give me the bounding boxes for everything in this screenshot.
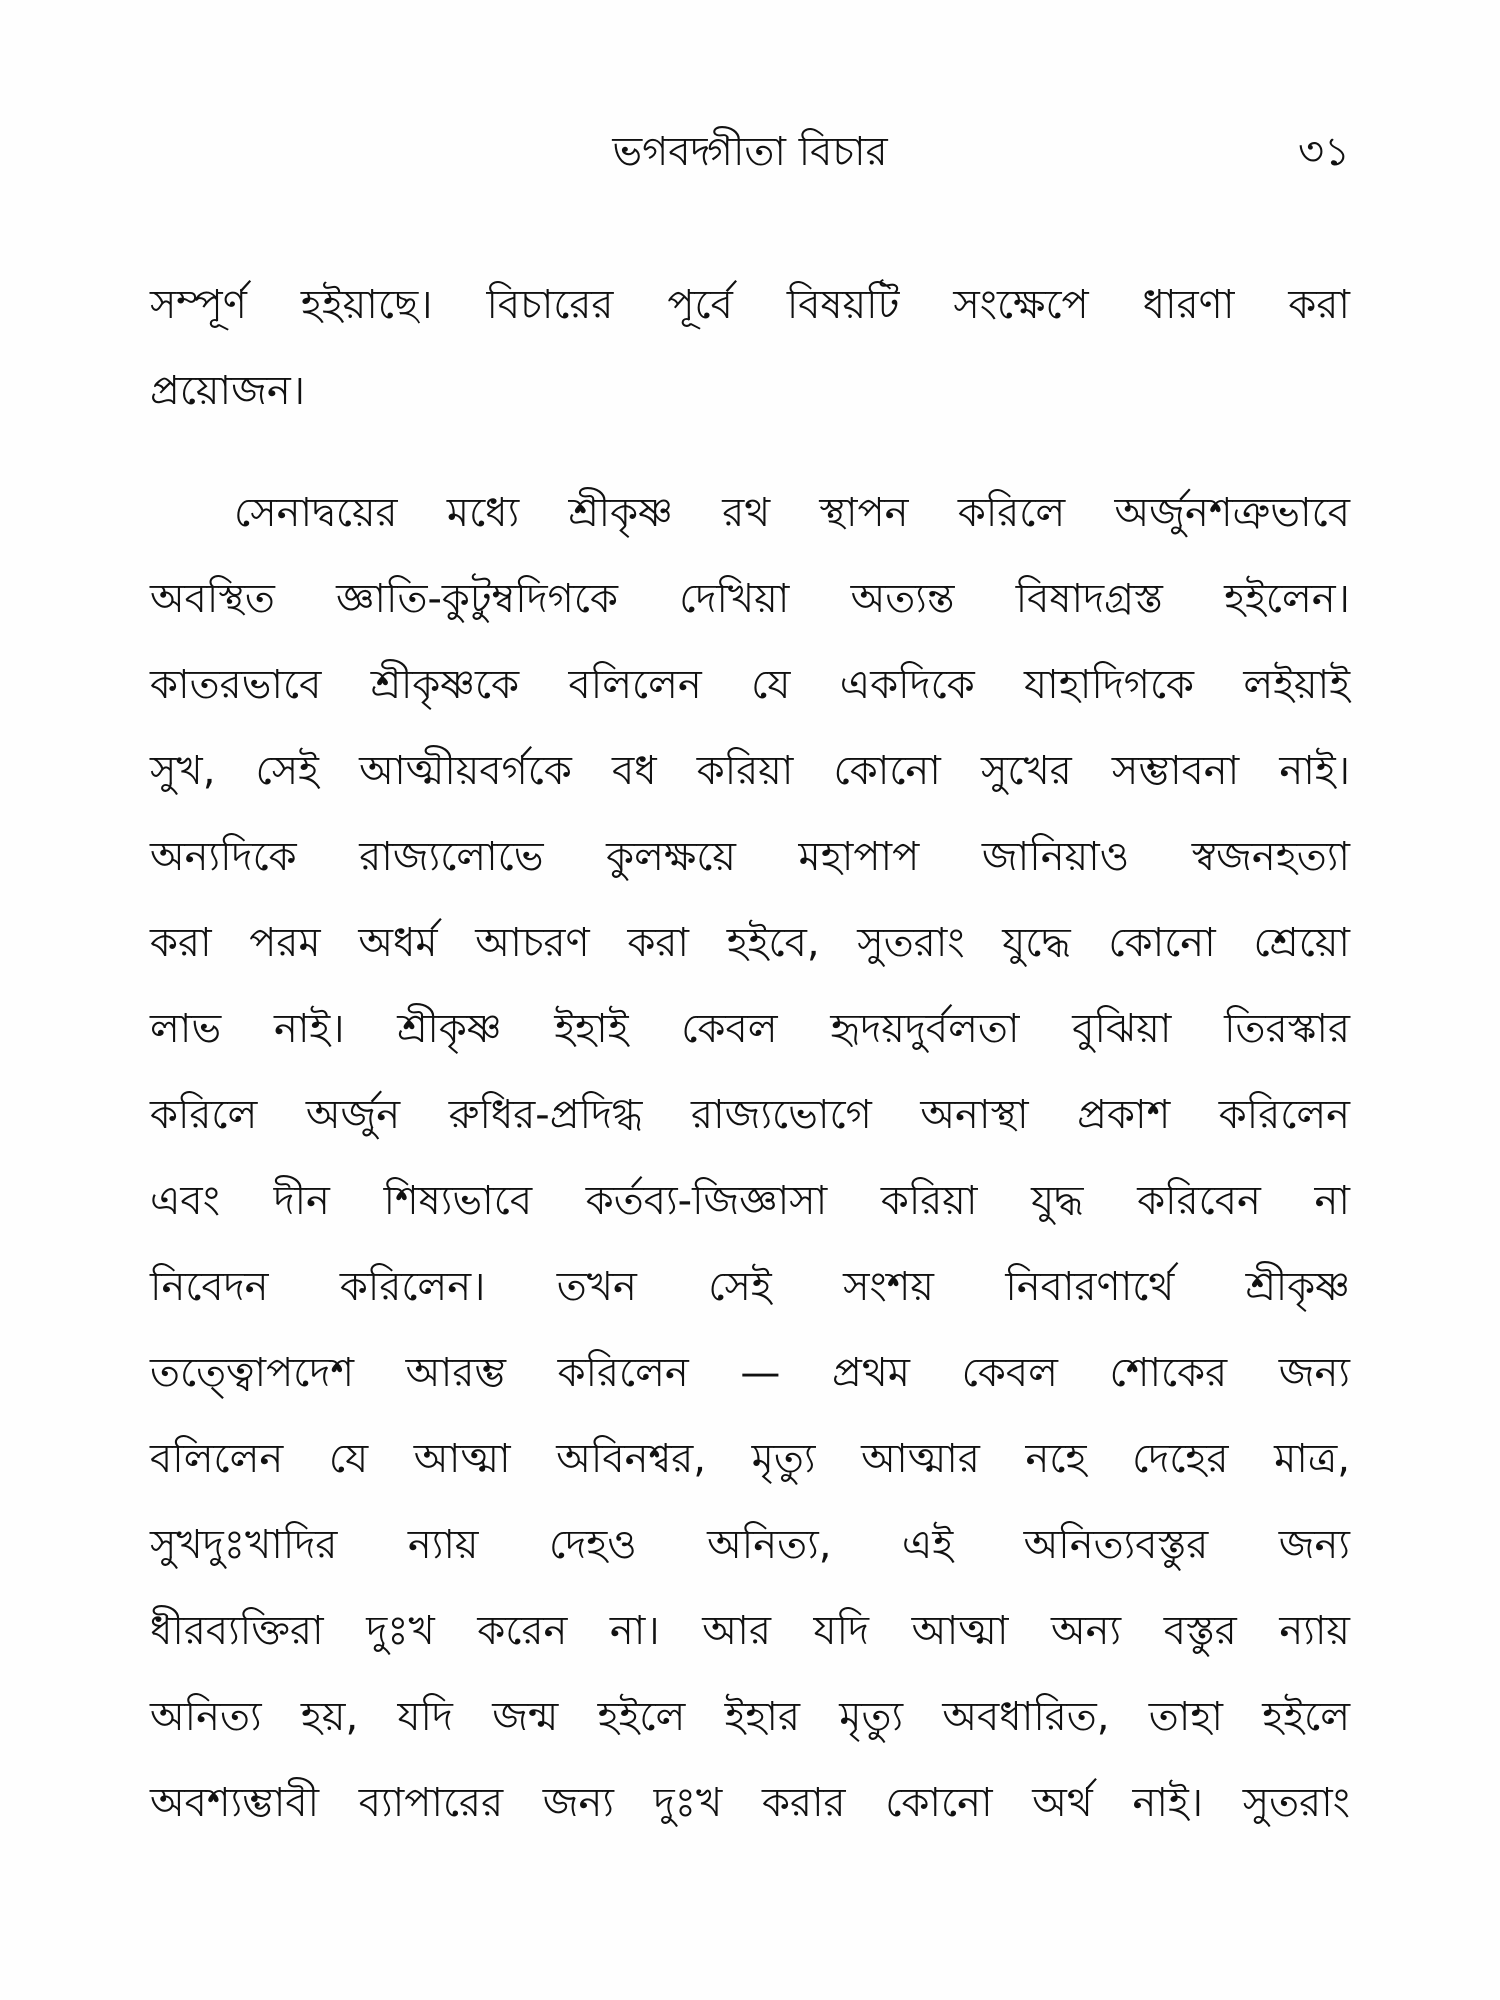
text-line: লাভ নাই। শ্রীকৃষ্ণ ইহাই কেবল হৃদয়দুর্বলতা বুঝিয়া তিরস্কার bbox=[150, 1006, 1350, 1052]
text-line: সেনাদ্বয়ের মধ্যে শ্রীকৃষ্ণ রথ স্থাপন করিলে অর্জুনশত্রুভাবে bbox=[234, 490, 1350, 536]
text-line: অনিত্য হয়, যদি জন্ম হইলে ইহার মৃত্যু অবধারিত, তাহা হইলে bbox=[150, 1694, 1350, 1740]
text-line: কাতরভাবে শ্রীকৃষ্ণকে বলিলেন যে একদিকে যাহাদিগকে লইয়াই bbox=[150, 662, 1350, 708]
text-line: সুখ, সেই আত্মীয়বর্গকে বধ করিয়া কোনো সুখের সম্ভাবনা নাই। bbox=[150, 748, 1350, 794]
text-line: ধীরব্যক্তিরা দুঃখ করেন না। আর যদি আত্মা অন্য বস্তুর ন্যায় bbox=[150, 1608, 1350, 1654]
paragraph-gap bbox=[150, 434, 1350, 470]
text-line: সুখদুঃখাদির ন্যায় দেহও অনিত্য, এই অনিত্যবস্তুর জন্য bbox=[150, 1522, 1350, 1568]
text-line: নিবেদন করিলেন। তখন সেই সংশয় নিবারণার্থে শ্রীকৃষ্ণ bbox=[150, 1264, 1350, 1310]
running-header bbox=[150, 122, 1350, 182]
text-line: অবস্থিত জ্ঞাতি-কুটুম্বদিগকে দেখিয়া অত্যন্ত বিষাদগ্রস্ত হইলেন। bbox=[150, 576, 1350, 622]
text-line: করা পরম অধর্ম আচরণ করা হইবে, সুতরাং যুদ্ধে কোনো শ্রেয়ো bbox=[150, 920, 1350, 966]
text-line: সম্পূর্ণ হইয়াছে। বিচারের পূর্বে বিষয়টি সংক্ষেপে ধারণা করা bbox=[150, 282, 1350, 328]
text-line: করিলে অর্জুন রুধির-প্রদিগ্ধ রাজ্যভোগে অনাস্থা প্রকাশ করিলেন bbox=[150, 1092, 1350, 1138]
page-number: ৩১ bbox=[1298, 129, 1350, 175]
text-line: বলিলেন যে আত্মা অবিনশ্বর, মৃত্যু আত্মার নহে দেহের মাত্র, bbox=[150, 1436, 1350, 1482]
text-line: প্রয়োজন। bbox=[150, 368, 306, 414]
text-line: অন্যদিকে রাজ্যলোভে কুলক্ষয়ে মহাপাপ জানিয়াও স্বজনহত্যা bbox=[150, 834, 1350, 880]
text-line: অবশ্যম্ভাবী ব্যাপারের জন্য দুঃখ করার কোনো অর্থ নাই। সুতরাং bbox=[150, 1780, 1350, 1826]
body-text bbox=[150, 262, 1350, 1846]
text-line: এবং দীন শিষ্যভাবে কর্তব্য-জিজ্ঞাসা করিয়া যুদ্ধ করিবেন না bbox=[150, 1178, 1350, 1224]
text-line: তত্ত্বোপদেশ আরম্ভ করিলেন — প্রথম কেবল শোকের জন্য bbox=[150, 1350, 1350, 1396]
header-title: ভগবদ্গীতা বিচার bbox=[612, 129, 888, 175]
